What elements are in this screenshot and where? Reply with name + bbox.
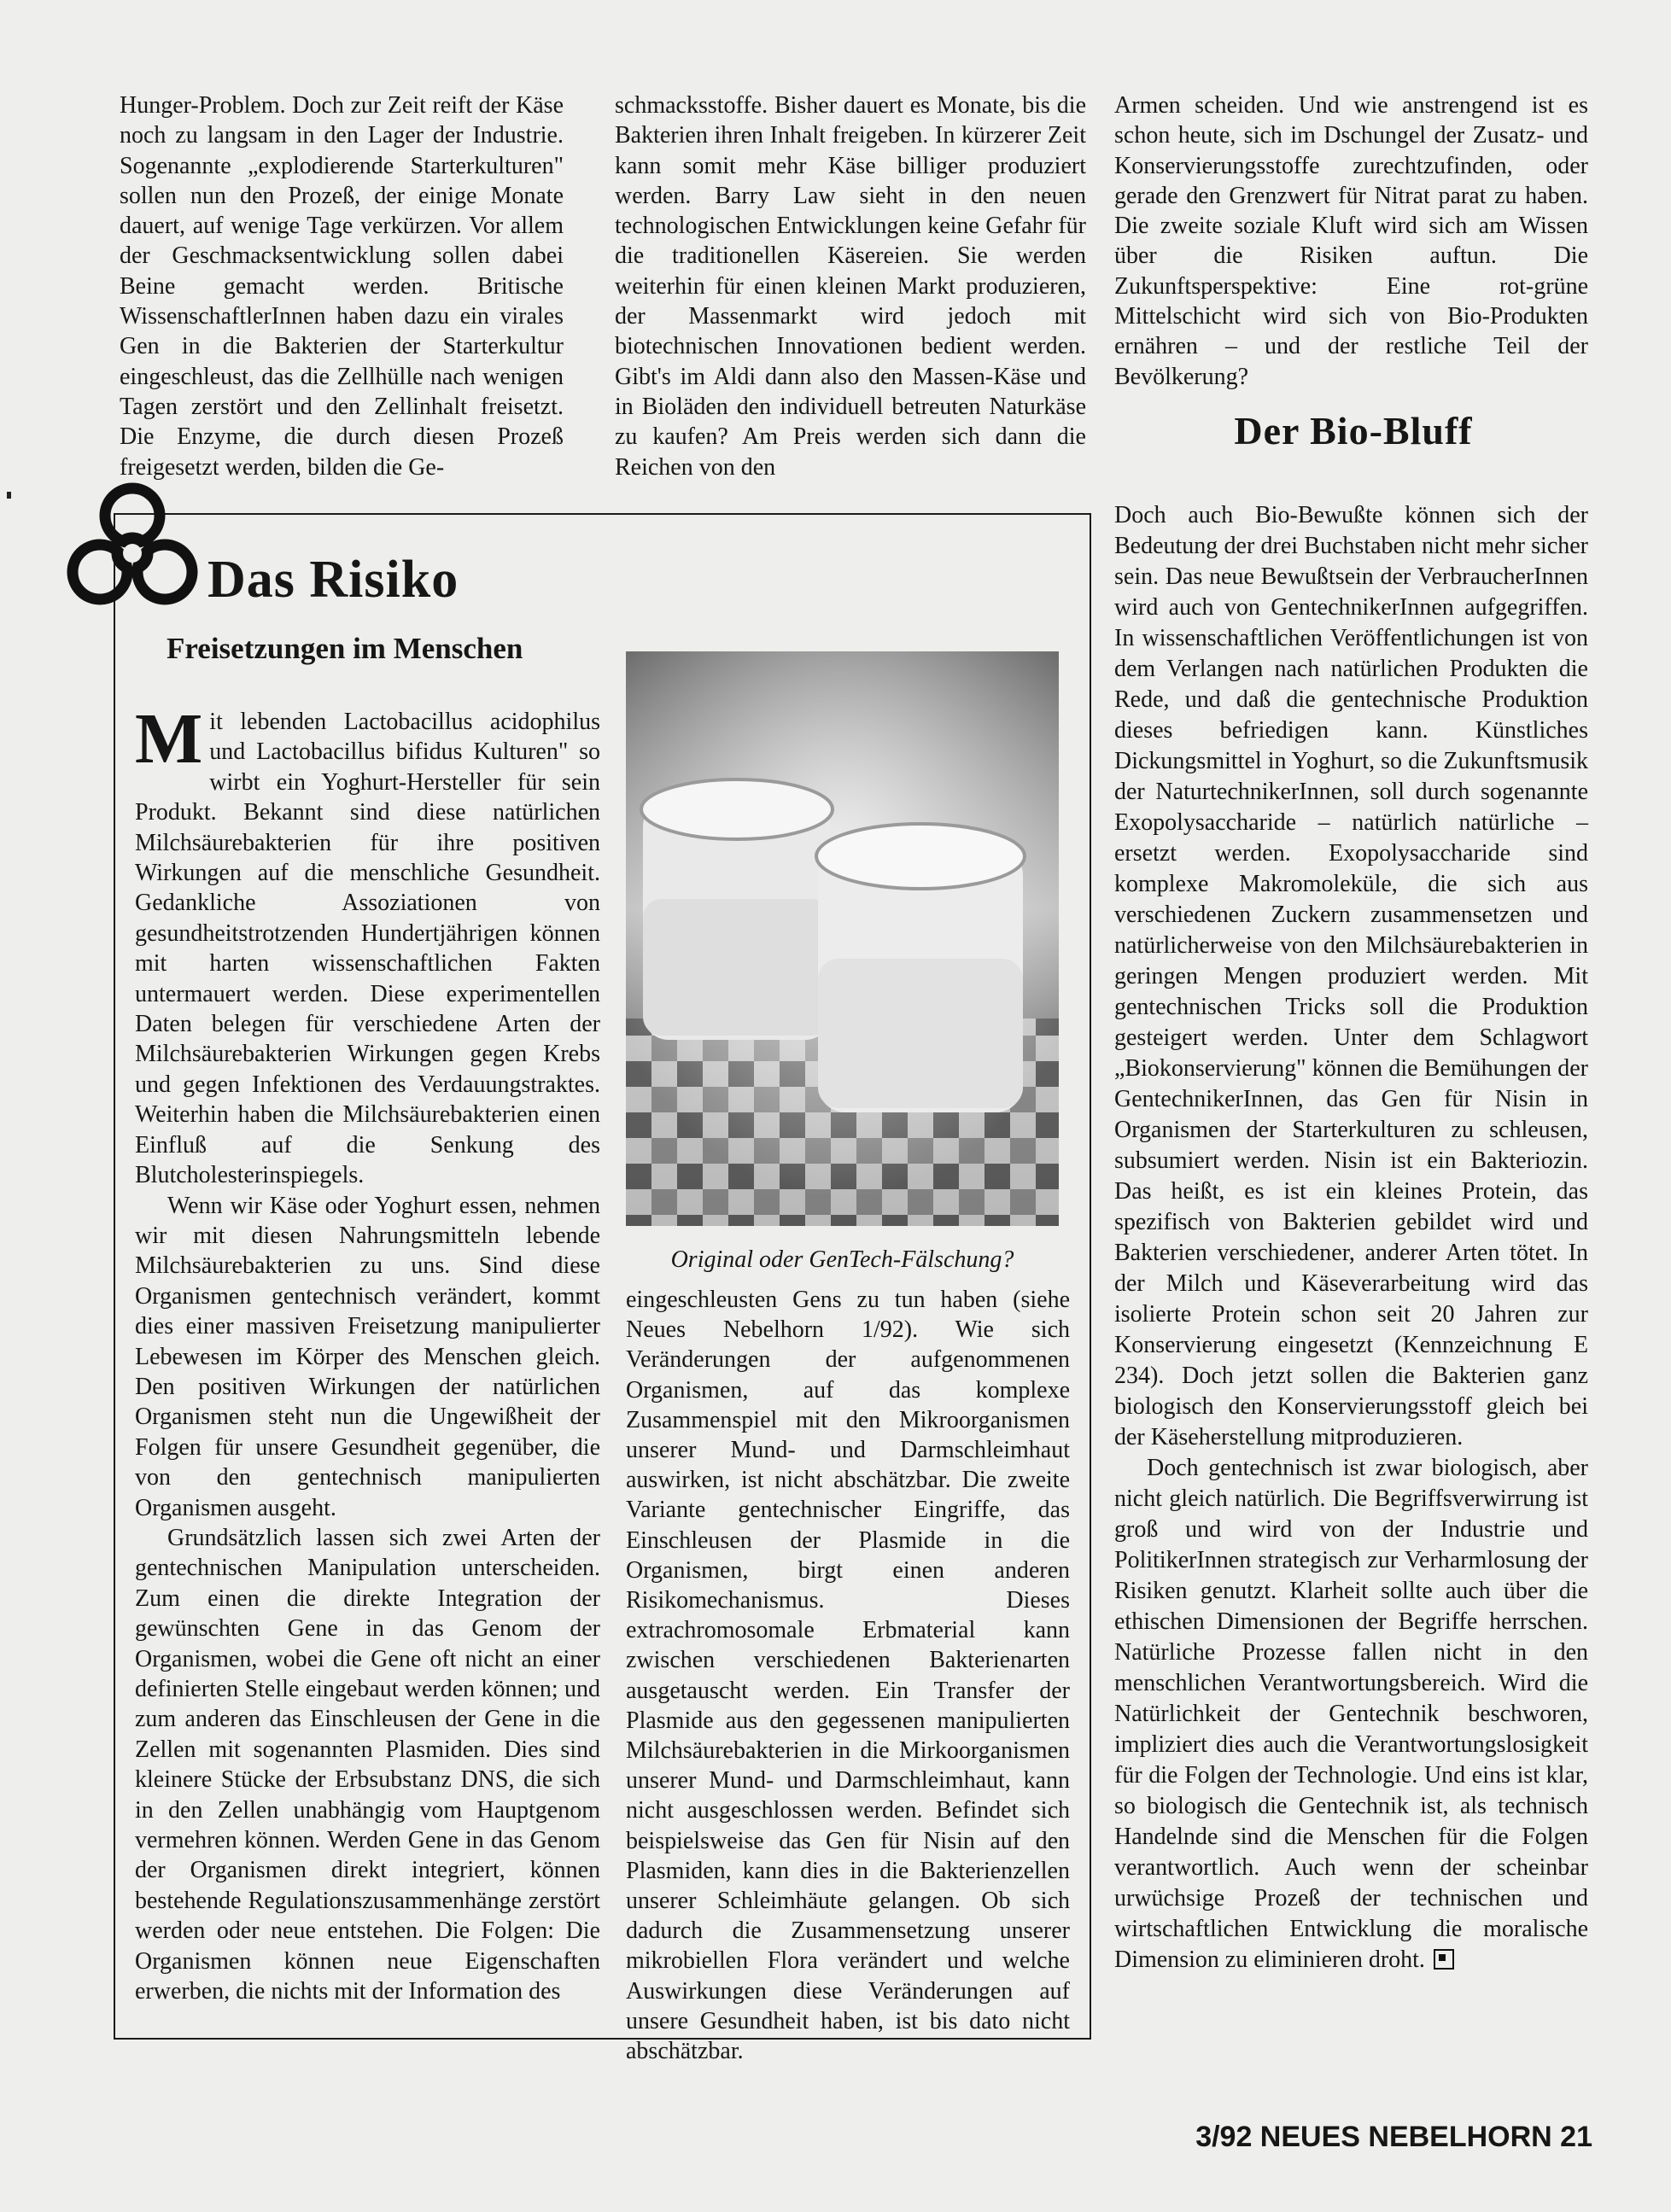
yoghurt-jars-photo [626, 651, 1059, 1226]
page-footer: 3/92 NEUES NEBELHORN 21 [1195, 2121, 1592, 2153]
risk-right-paragraph-1: eingeschleusten Gens zu tun haben (siehe Neues Nebelhorn 1/92). Wie sich Veränderungen der aufgenommenen Organismen, auf das komplexe Zusammenspiel mit den Mikroorganismen unserer Mund- und Darmschleimhaut auswirken, ist nicht abschätzbar. Die zweite Variante gentechnischer Eingriffe, das Einschleusen der Plasmide in die Organismen, birgt einen anderen Risikomechanismus. Dieses extrachromosomale Erbmaterial kann zwischen verschiedenen Bakterienarten ausgetauscht werden. Ein Transfer der Plasmide aus den gegessenen manipulierten Milchsäurebakterien in die Mirkoorganismen unserer Mund- und Darmschleimhaut, kann nicht ausgeschlossen werden. Befindet sich beispielsweise das Gen für Nisin auf den Plasmiden, kann dies in die Bakterienzellen unserer Schleimhäute gelangen. Ob sich dadurch die Zusammensetzung unserer mikrobiellen Flora verändert und welche Auswirkungen diese Veränderungen auf unsere Gesundheit haben, ist bis dato nicht abschätzbar. [626, 1287, 1070, 2065]
bio-bluff-paragraph-1: Doch auch Bio-Bewußte können sich der Bedeutung der drei Buchstaben nicht mehr sicher sein. Das neue Bewußtsein der VerbraucherInnen wird auch von GentechnikerInnen aufgegriffen. In wissenschaftlichen Veröffentlichungen ist von dem Verlangen nach natürlichen Produkten die Rede, und daß die gentechnische Produktion dieses befriedigen kann. Künstliches Dickungsmittel in Yoghurt, so die Zukunftsmusik der NaturtechnikerInnen, soll durch sogenannte Exopolysaccharide – natürlich natürliche – ersetzt werden. Exopolysaccharide sind komplexe Makromoleküle, die sich aus verschiedenen Zuckern zusammensetzen und natürlicherweise von den Milchsäurebakterien in geringen Mengen produziert werden. Mit gentechnischen Tricks soll die Produktion gesteigert werden. Unter dem Schlagwort „Biokonservierung" können die Bemühungen der GentechnikerInnen, das Gen für Nisin in Organismen der Starterkulturen zu schleusen, subsumiert werden. Nisin ist ein Bakteriozin. Das heißt, es ist ein kleines Protein, das spezifisch von Bakterien gebildet wird und Bakterien verschiedener, anderer Arten tötet. In der Milch und Käseverarbeitung wird das isolierte Protein schon seit 20 Jahren zur Konservierung eingesetzt (Kennzeichnung E 234). Doch jetzt sollen die Bakterien ganz biologisch den Konservierungsstoff gleich bei der Käseherstellung mitproduzieren. [1114, 502, 1588, 1450]
photo-caption: Original oder GenTech-Fälschung? [670, 1246, 1014, 1273]
bio-bluff-paragraph-2-text: Doch gentechnisch ist zwar biologisch, aber nicht gleich natürlich. Die Begriffsverwirrung ist groß und wird von der Industrie und PolitikerInnen strategisch zur Verharmlosung der Risiken genutzt. Klarheit sollte auch über die ethischen Dimensionen der Begriffe herrschen. Natürliche Prozesse fallen nicht in den menschlichen Verantwortungsbereich. Wird die Natürlichkeit der Gentechnik beschworen, impliziert dies auch die Verantwortungslosigkeit für die Folgen der Technologie. Und eins ist klar, so biologisch die Gentechnik ist, als technisch Handelnde sind die Menschen für die Folgen verantwortlich. Auch wenn der scheinbar urwüchsige Prozeß der technischen und wirtschaftlichen Entwicklung die moralische Dimension zu eliminieren droht. [1114, 1455, 1588, 1973]
top-column-1-text: Hunger-Problem. Doch zur Zeit reift der Käse noch zu langsam in den Lager der Industrie. Sogenannte „explodierende Starterkulturen" sollen nun den Prozeß, der einige Monate dauert, auf wenige Tage verkürzen. Vor allem der Geschmacksentwicklung sollen dabei Beine gemacht werden. Britische WissenschaftlerInnen haben dazu ein virales Gen in die Bakterien der Starterkultur eingeschleust, das die Zellhülle nach wenigen Tagen zerstört und den Zellinhalt freisetzt. Die Enzyme, die durch diesen Prozeß freigesetzt werden, bilden die Ge- [120, 92, 564, 481]
top-column-2 [615, 90, 1086, 482]
bio-bluff-heading: Der Bio-Bluff [1234, 409, 1473, 452]
risk-left-paragraph-1 [135, 699, 600, 1191]
end-of-article-icon [1434, 1949, 1454, 1970]
bio-bluff-column [1114, 500, 1588, 1976]
margin-dot [7, 492, 11, 499]
risk-left-paragraph-3: Grundsätzlich lassen sich zwei Arten der gentechnischen Manipulation unterscheiden. Zum einen die direkte Integration der gewünschten Gene in das Genom der Organismen, wobei die Gene oft nicht an einer definierten Stelle eingebaut werden können; und zum anderen das Einschleusen der Gene in die Zellen mit sogenannten Plasmiden. Dies sind kleinere Stücke der Erbsubstanz DNS, die sich in den Zellen unabhängig vom Hauptgenom vermehren können. Werden Gene in das Genom der Organismen direkt integriert, können bestehende Regulationszusammenhänge zerstört werden oder neue entstehen. Die Folgen: Die Organismen können neue Eigenschaften erwerben, die nichts mit der Information des [135, 1524, 600, 2005]
jar-right-icon [816, 824, 1025, 1112]
jar-left-icon [641, 779, 833, 1040]
risk-box-title: Das Risiko [207, 551, 459, 609]
biohazard-icon [60, 478, 205, 616]
risk-left-paragraph-2: Wenn wir Käse oder Yoghurt essen, nehmen wir mit diesen Nahrungsmitteln lebende Milchsäurebakterien zu uns. Sind diese Organismen gentechnisch verändert, kommt dies einer massiven Freisetzung manipulierter Lebewesen im Körper des Menschen gleich. Den positiven Wirkungen der natürlichen Organismen steht nun die Ungewißheit der Folgen für unsere Gesundheit gegenüber, die von den gentechnisch manipulierten Organismen ausgeht. [135, 1192, 600, 1521]
top-column-2-text: schmacksstoffe. Bisher dauert es Monate, bis die Bakterien ihren Inhalt freigeben. In kürzerer Zeit kann somit mehr Käse billiger produziert werden. Barry Law sieht in den neuen technologischen Entwicklungen keine Gefahr für die traditionellen Käsereien. Sie werden weiterhin für einen kleinen Markt produzieren, der Massenmarkt wird jedoch mit biotechnischen Innovationen bedient werden. Gibt's im Aldi dann also den Massen-Käse und in Bioläden den individuell betreuten Naturkäse zu kaufen? Am Preis werden sich dann die Reichen von den [615, 92, 1086, 481]
risk-left-column [135, 699, 600, 2006]
drop-cap: M [135, 699, 203, 779]
top-column-3 [1114, 90, 1588, 392]
risk-left-paragraph-1-text: it lebenden Lactobacillus acidophilus und Lactobacillus bifidus Kulturen" so wirbt ein Yoghurt-Hersteller für sein Produkt. Bekannt sind diese natürlichen Milchsäurebakterien für ihre positiven Wirkungen auf die menschliche Gesundheit. Gedankliche Assoziationen von gesundheitstrotzenden Hundertjährigen können mit harten wissenschaftlichen Fakten untermauert werden. Diese experimentellen Daten belegen für verschiedene Arten der Milchsäurebakterien Wirkungen gegen Krebs und gegen Infektionen des Verdauungstraktes. Weiterhin haben die Milchsäurebakterien einen Einfluß auf die Senkung des Blutcholesterinspiegels. [135, 709, 600, 1189]
top-column-3-text: Armen scheiden. Und wie anstrengend ist es schon heute, sich im Dschungel der Zusatz- und Konservierungsstoffe zurechtzufinden, oder gerade den Grenzwert für Nitrat parat zu haben. Die zweite soziale Kluft wird sich am Wissen über die Risiken auftun. Die Zukunftsperspektive: Eine rot-grüne Mittelschicht wird sich von Bio-Produkten ernähren – und der restliche Teil der Bevölkerung? [1114, 92, 1588, 390]
risk-right-column [626, 1285, 1070, 2066]
bio-bluff-paragraph-2 [1114, 1453, 1588, 1976]
top-column-1 [120, 90, 564, 482]
risk-box-subtitle: Freisetzungen im Menschen [167, 632, 523, 665]
